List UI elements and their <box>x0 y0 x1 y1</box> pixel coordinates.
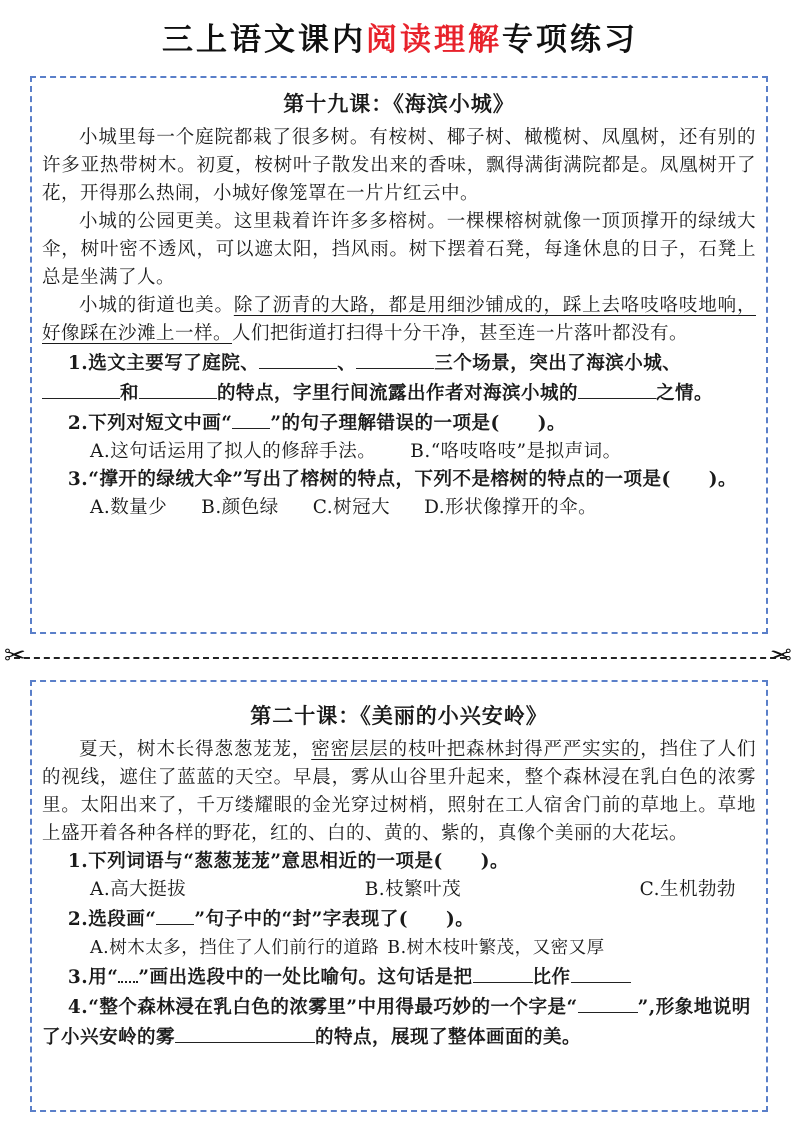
lesson19-q2-options <box>42 438 756 466</box>
q1-text-f: 之情。 <box>656 383 714 404</box>
lesson19-question-1 <box>42 348 756 408</box>
option-c[interactable]: C.树冠大 <box>312 497 391 518</box>
q2-text-a: 2.下列对短文中画“ <box>67 413 233 434</box>
option-b[interactable]: B.颜色绿 <box>201 497 279 518</box>
q2-text-b: ”的句子理解错误的一项是( )。 <box>270 413 567 434</box>
q1-text-c: 三个场景，突出了海滨小城、 <box>434 353 682 374</box>
lesson19-panel <box>30 76 768 634</box>
lesson20-q1-options <box>42 876 756 904</box>
option-b[interactable]: B.树木枝叶繁茂，又密又厚 <box>387 938 605 958</box>
p3-start: 小城的街道也美。 <box>79 295 234 316</box>
page-title <box>0 14 800 59</box>
lesson20-title: 第二十课：《美丽的小兴安岭》 <box>250 703 548 728</box>
p3-end: 人们把街道打扫得十分干净，甚至连一片落叶都没有。 <box>232 323 689 344</box>
title-suffix: 专项练习 <box>502 22 638 58</box>
answer-blank[interactable] <box>42 378 120 399</box>
title-highlight: 阅读理解 <box>366 22 502 58</box>
answer-blank[interactable] <box>175 1022 315 1043</box>
q4-text-a: 4.“整个森林浸在乳白色的浓雾里”中用得最巧妙的一个字是“ <box>67 997 578 1018</box>
wavy-line-sample <box>118 963 138 983</box>
underlined-sentence: 密密层层的枝叶把森林封得严严实实的 <box>311 739 641 760</box>
q4-text-b: ”,形象地说明了小兴安岭的雾 <box>42 997 751 1048</box>
lesson20-question-3 <box>42 962 756 992</box>
q1-text-b: 、 <box>337 353 357 374</box>
lesson19-title: 第十九课：《海滨小城》 <box>283 91 515 116</box>
p1-start: 夏天，树木长得葱葱茏茏， <box>79 739 312 760</box>
q3-text-a: 3.用“ <box>67 967 119 988</box>
answer-blank[interactable] <box>356 348 434 369</box>
scissors-icon: ✂ <box>4 641 26 671</box>
lesson20-question-4 <box>42 992 756 1052</box>
lesson19-question-2 <box>42 408 756 438</box>
lesson20-question-2 <box>42 904 756 934</box>
option-d[interactable]: D.形状像撑开的伞。 <box>424 497 598 518</box>
answer-blank[interactable] <box>259 348 337 369</box>
option-a[interactable]: A.树木太多，挡住了人们前行的道路 <box>90 938 380 958</box>
option-a[interactable]: A.高大挺拔 <box>90 879 187 900</box>
option-b[interactable]: B.“咯吱咯吱”是拟声词。 <box>410 441 622 462</box>
q3-text-b: ”画出选段中的一处比喻句。这句话是把 <box>138 967 473 988</box>
underline-sample <box>156 904 194 925</box>
cut-line <box>14 657 786 659</box>
q1-text-a: 1.选文主要写了庭院、 <box>67 353 260 374</box>
q1-text-d: 和 <box>120 383 140 404</box>
answer-blank[interactable] <box>139 378 217 399</box>
lesson19-paragraph-2: 小城的公园更美。这里栽着许许多多榕树。一棵棵榕树就像一顶顶撑开的绿绒大伞，树叶密不透风，可以遮太阳，挡风雨。树下摆着石凳，每逢休息的日子，石凳上总是坐满了人。 <box>42 211 756 288</box>
scissors-icon: ✂ <box>770 641 792 671</box>
option-a[interactable]: A.数量少 <box>90 497 168 518</box>
q2-text-a: 2.选段画“ <box>67 909 157 930</box>
lesson20-panel <box>30 680 768 1112</box>
underlined-sentence: 除了沥青的大路，都是用细沙铺成的，踩上去咯吱咯吱地响，好像踩在沙滩上一样。 <box>42 295 756 344</box>
answer-blank[interactable] <box>571 962 631 983</box>
lesson19-paragraph-1: 小城里每一个庭院都栽了很多树。有桉树、椰子树、橄榄树、凤凰树，还有别的许多亚热带树木。初夏，桉树叶子散发出来的香味，飘得满街满院都是。凤凰树开了花，开得那么热闹，小城好像笼罩在一片片红云中。 <box>42 127 756 204</box>
option-b[interactable]: B.枝繁叶茂 <box>364 879 462 900</box>
lesson19-paragraph-3 <box>42 292 756 348</box>
lesson20-q2-options <box>42 934 756 962</box>
option-a[interactable]: A.这句话运用了拟人的修辞手法。 <box>90 441 377 462</box>
option-c[interactable]: C.生机勃勃 <box>639 879 736 900</box>
lesson20-paragraph-1 <box>42 736 756 848</box>
q4-text-c: 的特点，展现了整体画面的美。 <box>315 1027 582 1048</box>
underline-sample <box>232 408 270 429</box>
q3-text-c: 比作 <box>532 967 571 988</box>
title-prefix: 三上语文课内 <box>162 22 366 58</box>
answer-blank[interactable] <box>473 962 533 983</box>
answer-blank[interactable] <box>578 992 638 1013</box>
q1-text-e: 的特点，字里行间流露出作者对海滨小城的 <box>217 383 579 404</box>
answer-blank[interactable] <box>578 378 656 399</box>
lesson19-q3-options <box>42 494 756 522</box>
lesson19-question-3: 3.“撑开的绿绒大伞”写出了榕树的特点，下列不是榕树的特点的一项是( )。 <box>67 469 737 490</box>
p1-end: ，挡住了人们的视线，遮住了蓝蓝的天空。早晨，雾从山谷里升起来，整个森林浸在乳白色的浓雾里。太阳出来了，千万缕耀眼的金光穿过树梢，照射在工人宿舍门前的草地上。草地上盛开着各种各样的野花，红的、白的、黄的、紫的，真像个美丽的大花坛。 <box>42 739 756 844</box>
q2-text-b: ”句子中的“封”字表现了( )。 <box>194 909 475 930</box>
lesson20-question-1: 1.下列词语与“葱葱茏茏”意思相近的一项是( )。 <box>67 851 509 872</box>
